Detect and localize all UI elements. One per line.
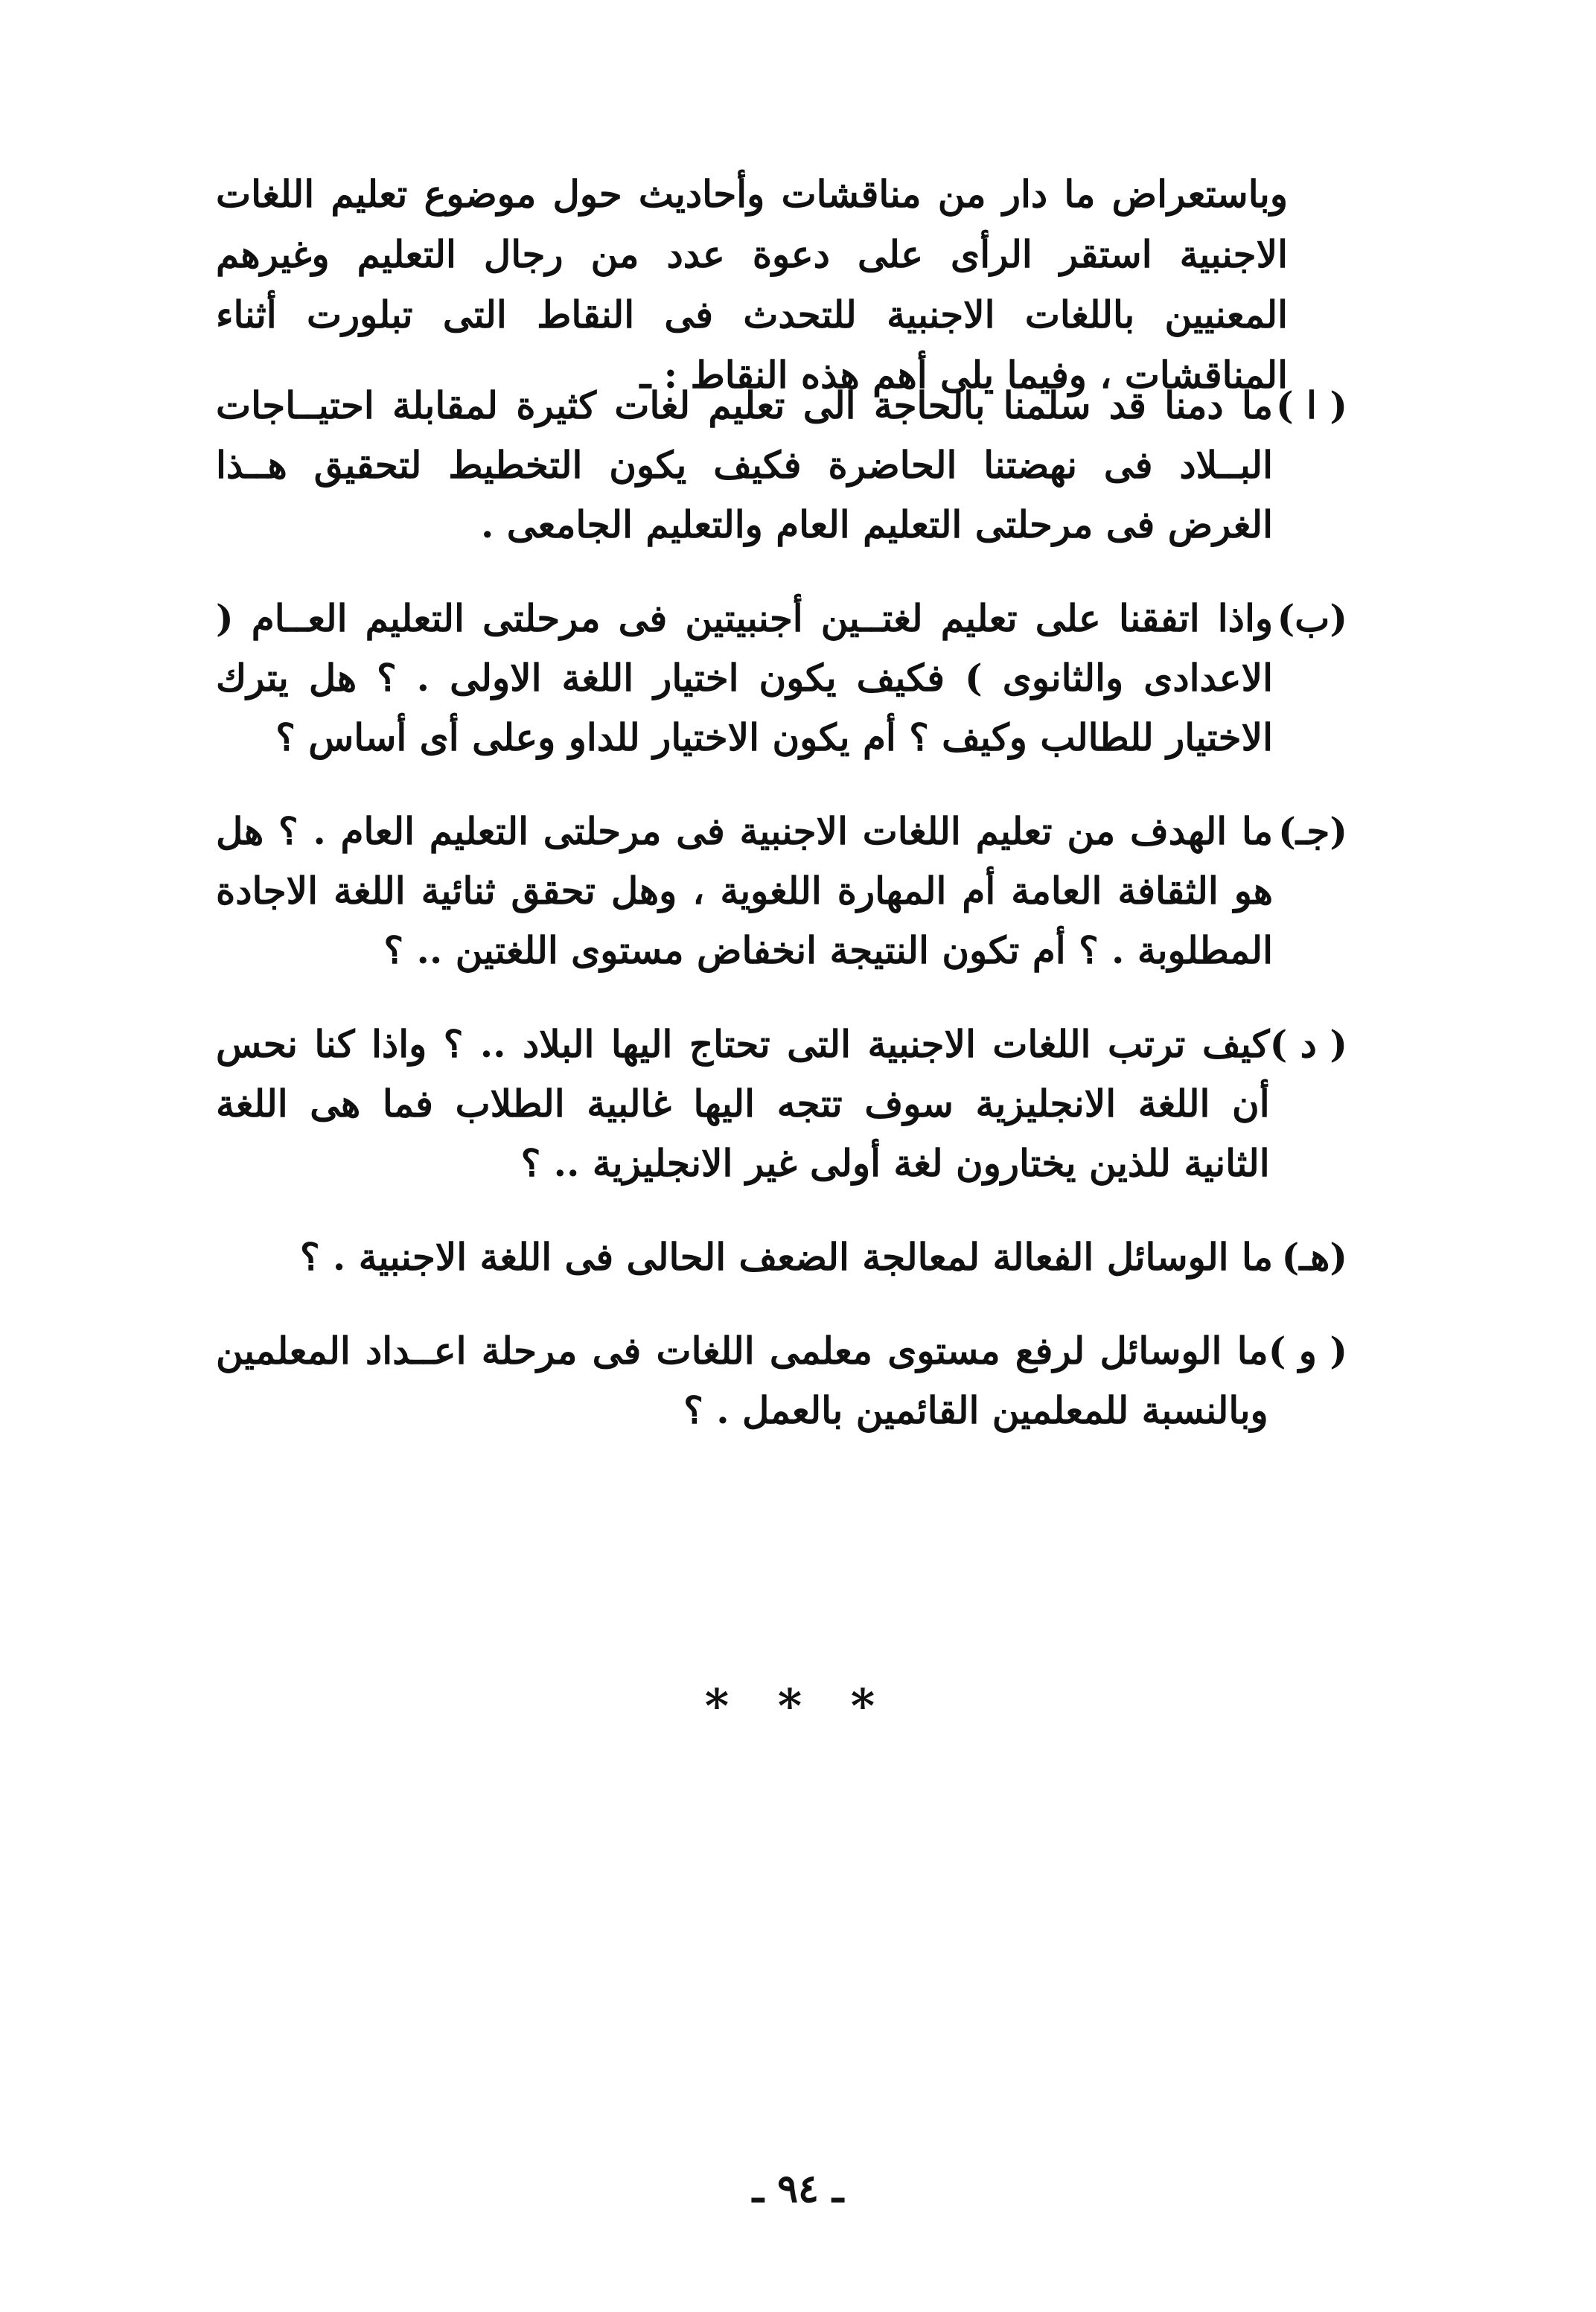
list-item [216,376,1347,555]
item-text: ما دمنا قد سلمنا بالحاجة الى تعليم لغات كثيرة لمقابلة احتيــاجات البــلاد فى نهضتنا الحاضرة فكيف يكون التخطيط لتحقيق هــذا الغرض فى مرحلتى التعليم العام والتعليم الجامعى . [216,383,1273,546]
page-number: ـ ٩٤ ـ [752,2166,844,2212]
intro-paragraph: وباستعراض ما دار من مناقشات وأحاديث حول موضوع تعليم اللغات الاجنبية استقر الرأى على دعوة عدد من رجال التعليم وغيرهم المعنيين باللغات الاجنبية للتحدث فى النقاط التى تبلورت أثناء المناقشات ، وفيما يلى أهم هذه النقاط : ـ [216,172,1288,397]
item-marker: (جـ) [1278,809,1347,853]
list-item [216,589,1347,767]
item-text: واذا اتفقنا على تعليم لغتــين أجنبيتين فى مرحلتى التعليم العــام ( الاعدادى والثانوى ) فكيف يكون اختيار اللغة الاولى . ؟ هل يترك الاختيار للطالب وكيف ؟ أم يكون الاختيار للداو وعلى أى أساس ؟ [216,596,1273,759]
questions-list [216,376,1347,1475]
item-marker: ( و ) [1268,1329,1347,1373]
item-text: ما الوسائل الفعالة لمعالجة الضعف الحالى فى اللغة الاجنبية . ؟ [299,1235,1273,1279]
item-text: ما الوسائل لرفع مستوى معلمى اللغات فى مرحلة اعــداد المعلمين وبالنسبة للمعلمين القائمين بالعمل . ؟ [216,1329,1268,1432]
item-text: كيف ترتب اللغات الاجنبية التى تحتاج اليها البلاد .. ؟ واذا كنا نحس أن اللغة الانجليزية سوف تتجه اليها غالبية الطلاب فما هى اللغة الثانية للذين يختارون لغة أولى غير الانجليزية .. ؟ [216,1022,1270,1185]
item-marker: ( ا ) [1275,383,1347,427]
item-marker: (هـ) [1281,1235,1347,1279]
list-item [216,1227,1347,1287]
list-item [216,802,1347,980]
item-marker: ( د ) [1269,1022,1347,1066]
list-item [216,1321,1347,1440]
list-item [216,1015,1347,1193]
item-text: ما الهدف من تعليم اللغات الاجنبية فى مرحلتى التعليم العام . ؟ هل هو الثقافة العامة أم المهارة اللغوية ، وهل تحقق ثنائية اللغة الاجادة المطلوبة . ؟ أم تكون النتيجة انخفاض مستوى اللغتين .. ؟ [216,809,1273,972]
item-marker: (ب) [1277,596,1347,640]
section-separator: * * * [704,1679,892,1733]
